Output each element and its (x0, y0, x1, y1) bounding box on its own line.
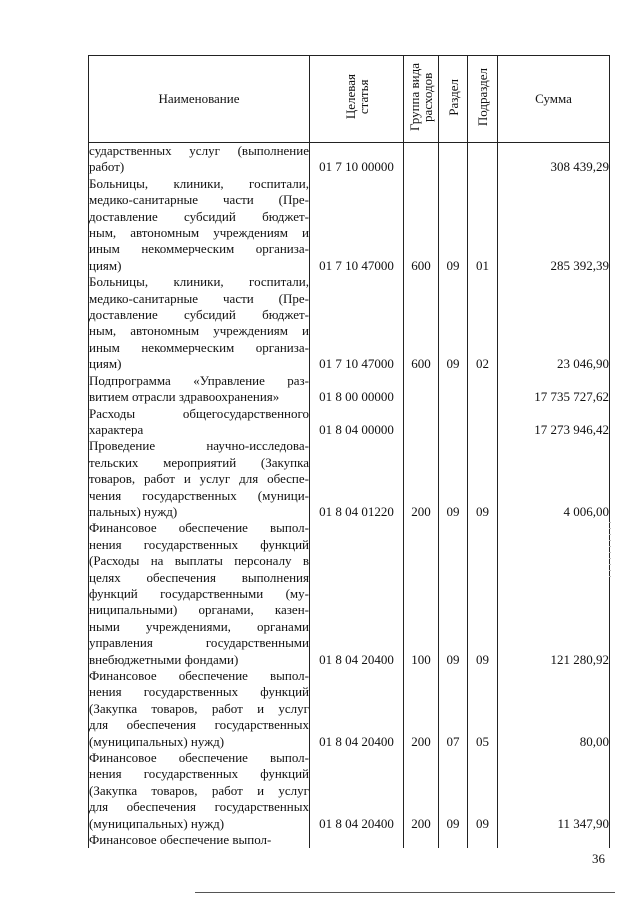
row-target-article (310, 832, 404, 848)
row-name (89, 373, 310, 406)
row-name (89, 832, 310, 848)
row-name-line: целях обеспечения выполнения (89, 569, 309, 585)
row-target-article: 01 8 04 20400 (310, 750, 404, 832)
row-name (89, 668, 310, 750)
row-name (89, 438, 310, 520)
row-name (89, 274, 310, 372)
row-name-line: Финансовое обеспечение выпол- (89, 668, 309, 683)
row-target-article: 01 8 04 20400 (310, 520, 404, 668)
row-subsection: 01 (468, 176, 498, 274)
row-name-line: функций государственными (му- (89, 585, 309, 601)
row-name-line: ными учреждениями, органами (89, 618, 309, 634)
row-name-line: чения государственных (муници- (89, 487, 309, 503)
row-name-line: внебюджетными фондами) (89, 651, 239, 667)
table-row (89, 520, 610, 668)
row-amount (498, 832, 610, 848)
row-name-line: витием отрасли здравоохранения» (89, 389, 280, 405)
row-name-line: для обеспечения государственных (89, 717, 309, 733)
row-name-line: для обеспечения государственных (89, 799, 309, 815)
row-target-article: 01 7 10 47000 (310, 176, 404, 274)
row-name-line: характера (89, 421, 144, 437)
row-name-line: (муниципальных) нужд) (89, 815, 225, 831)
row-name-line: Больницы, клиники, госпитали, (89, 175, 309, 191)
row-section (439, 143, 468, 176)
row-subsection: 09 (468, 438, 498, 520)
row-name-line: Проведение научно-исследова- (89, 438, 309, 454)
row-name-line: циям) (89, 356, 122, 372)
footer-line (195, 892, 615, 893)
row-target-article: 01 8 04 00000 (310, 406, 404, 439)
row-amount: 308 439,29 (498, 143, 610, 176)
table-row (89, 832, 610, 848)
row-name-line: ниципальными) органами, казен- (89, 602, 309, 618)
row-expense-group (404, 373, 439, 406)
row-name-line: циям) (89, 257, 122, 273)
row-expense-group: 200 (404, 750, 439, 832)
row-name-line: Больницы, клиники, госпитали, (89, 274, 309, 290)
row-name (89, 143, 310, 176)
budget-table (88, 55, 610, 848)
scan-artifact (609, 522, 611, 582)
row-name (89, 406, 310, 439)
row-amount: 17 273 946,42 (498, 406, 610, 439)
table-row (89, 438, 610, 520)
row-name-line: ным, автономным учреждениям и (89, 323, 309, 339)
row-name-line: нения государственных функций (89, 766, 309, 782)
row-name-line: (Закупка товаров, работ и услуг (89, 700, 309, 716)
row-name-line: медико-санитарные части (Пре- (89, 290, 309, 306)
row-amount: 11 347,90 (498, 750, 610, 832)
row-section: 09 (439, 438, 468, 520)
row-name-line: работ) (89, 159, 125, 175)
row-amount: 23 046,90 (498, 274, 610, 372)
row-expense-group: 600 (404, 176, 439, 274)
header-target-article: Целевая статья (310, 56, 404, 143)
row-name (89, 176, 310, 274)
row-name-line: Финансовое обеспечение выпол- (89, 832, 272, 848)
row-section: 09 (439, 274, 468, 372)
row-name-line: иным некоммерческим организа- (89, 339, 309, 355)
row-name-line: (Закупка товаров, работ и услуг (89, 782, 309, 798)
row-name-line: тельских мероприятий (Закупка (89, 454, 309, 470)
row-name-line: пальных) нужд) (89, 503, 178, 519)
row-section (439, 406, 468, 439)
row-expense-group (404, 406, 439, 439)
row-subsection: 02 (468, 274, 498, 372)
row-section: 09 (439, 520, 468, 668)
row-section (439, 373, 468, 406)
row-target-article: 01 8 04 01220 (310, 438, 404, 520)
row-expense-group: 200 (404, 438, 439, 520)
row-amount: 4 006,00 (498, 438, 610, 520)
row-target-article: 01 8 04 20400 (310, 668, 404, 750)
header-expense-group: Группа вида расходов (404, 56, 439, 143)
row-name-line: нения государственных функций (89, 684, 309, 700)
row-name-line: Финансовое обеспечение выпол- (89, 750, 309, 766)
row-amount: 121 280,92 (498, 520, 610, 668)
row-name-line: ным, автономным учреждениям и (89, 225, 309, 241)
table-body (89, 143, 610, 849)
header-subsection: Подраздел (468, 56, 498, 143)
row-name-line: (муниципальных) нужд) (89, 733, 225, 749)
row-section: 07 (439, 668, 468, 750)
row-expense-group: 200 (404, 668, 439, 750)
row-target-article: 01 7 10 47000 (310, 274, 404, 372)
row-subsection (468, 832, 498, 848)
row-expense-group: 100 (404, 520, 439, 668)
row-name-line: сударственных услуг (выполнение (89, 143, 309, 158)
row-name (89, 750, 310, 832)
row-name (89, 520, 310, 668)
row-expense-group: 600 (404, 274, 439, 372)
row-subsection (468, 143, 498, 176)
table-row (89, 373, 610, 406)
row-name-line: управления государственными (89, 635, 309, 651)
row-section (439, 832, 468, 848)
row-amount: 285 392,39 (498, 176, 610, 274)
row-amount: 80,00 (498, 668, 610, 750)
row-expense-group (404, 143, 439, 176)
table-row (89, 406, 610, 439)
row-name-line: медико-санитарные части (Пре- (89, 192, 309, 208)
row-section: 09 (439, 176, 468, 274)
row-name-line: иным некоммерческим организа- (89, 241, 309, 257)
row-name-line: Подпрограмма «Управление раз- (89, 372, 309, 388)
row-subsection (468, 373, 498, 406)
table-row (89, 274, 610, 372)
header-name: Наименование (89, 56, 310, 143)
row-name-line: доставление субсидий бюджет- (89, 208, 309, 224)
header-section: Раздел (439, 56, 468, 143)
header-amount: Сумма (498, 56, 610, 143)
table-header-row (89, 56, 610, 143)
row-subsection: 05 (468, 668, 498, 750)
page-number: 36 (592, 851, 605, 866)
row-subsection: 09 (468, 750, 498, 832)
row-name-line: нения государственных функций (89, 536, 309, 552)
row-target-article: 01 7 10 00000 (310, 143, 404, 176)
row-subsection (468, 406, 498, 439)
row-target-article: 01 8 00 00000 (310, 373, 404, 406)
row-section: 09 (439, 750, 468, 832)
row-name-line: Расходы общегосударственного (89, 405, 309, 421)
row-name-line: (Расходы на выплаты персоналу в (89, 553, 309, 569)
row-subsection: 09 (468, 520, 498, 668)
table-row (89, 143, 610, 176)
row-name-line: Финансовое обеспечение выпол- (89, 520, 309, 536)
table-row (89, 176, 610, 274)
table-row (89, 668, 610, 750)
row-expense-group (404, 832, 439, 848)
row-amount: 17 735 727,62 (498, 373, 610, 406)
row-name-line: товаров, работ и услуг для обеспе- (89, 471, 309, 487)
table-row (89, 750, 610, 832)
row-name-line: доставление субсидий бюджет- (89, 307, 309, 323)
